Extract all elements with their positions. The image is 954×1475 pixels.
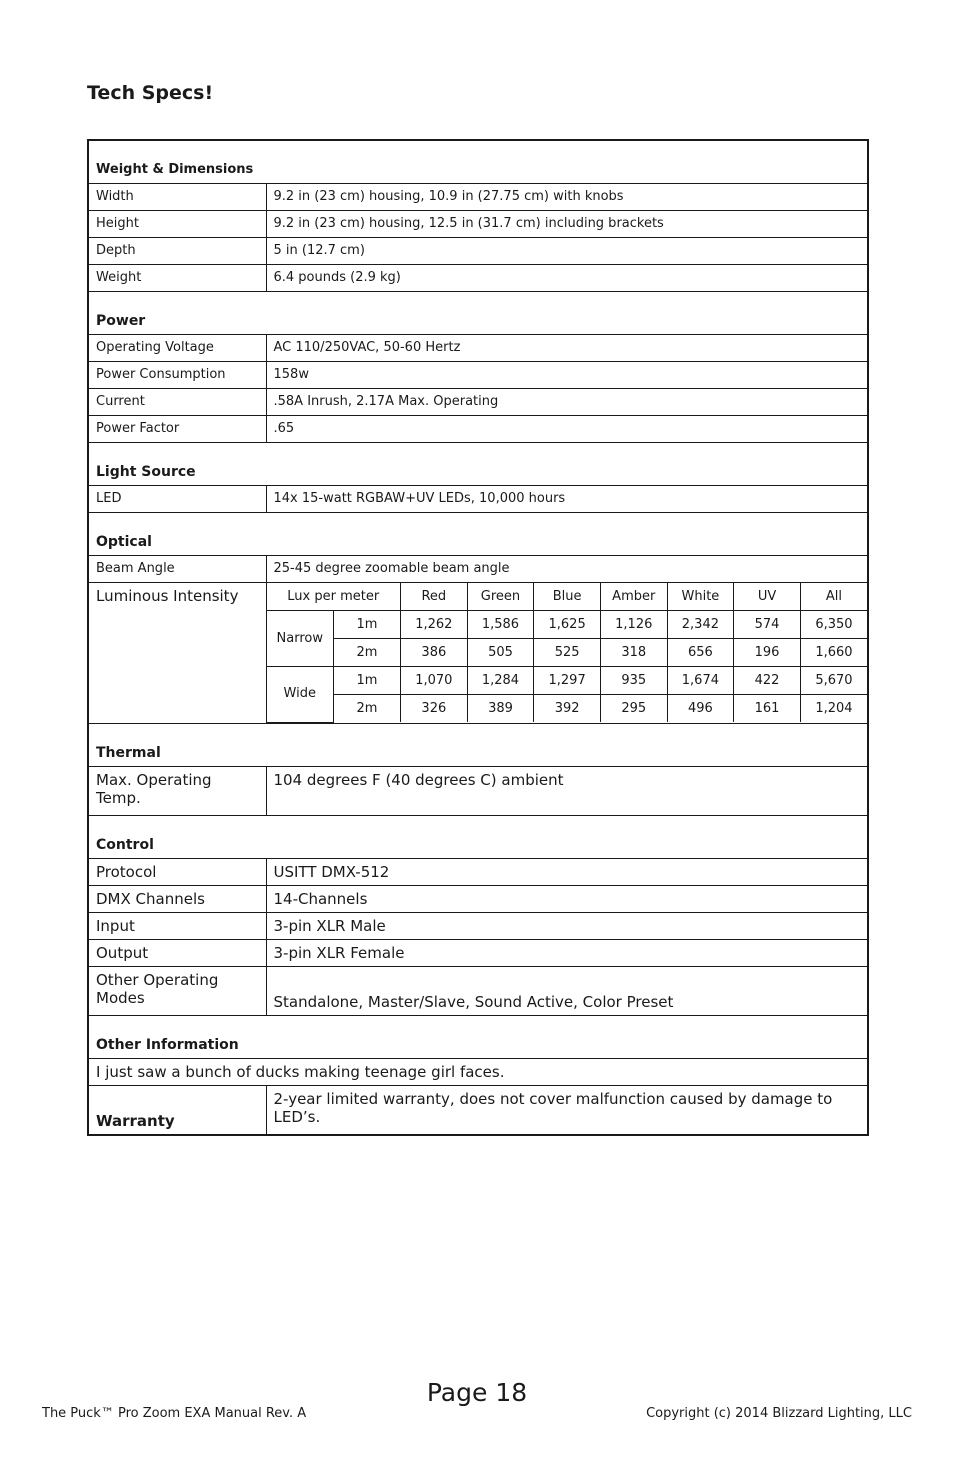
lux-header-cell: Green (467, 583, 534, 611)
lux-value: 295 (600, 695, 667, 723)
lux-header-cell: Amber (600, 583, 667, 611)
lux-distance: 1m (334, 667, 401, 695)
lux-header-row (267, 583, 868, 611)
section-title: Power (88, 292, 868, 335)
spec-label: LED (88, 486, 266, 513)
lux-row (267, 695, 868, 723)
section-thermal (88, 723, 868, 766)
lux-distance: 2m (334, 695, 401, 723)
spec-value: .58A Inrush, 2.17A Max. Operating (266, 389, 868, 416)
spec-label: Warranty (88, 1085, 266, 1135)
spec-value: 14-Channels (266, 885, 868, 912)
section-optical (88, 513, 868, 556)
spec-value: 25-45 degree zoomable beam angle (266, 556, 868, 583)
section-control (88, 815, 868, 858)
spec-value: Standalone, Master/Slave, Sound Active, Color Preset (266, 966, 868, 1015)
spec-value: AC 110/250VAC, 50-60 Hertz (266, 335, 868, 362)
spec-row-max-operating-temp (88, 766, 868, 815)
lux-header-cell: UV (734, 583, 801, 611)
section-other-information (88, 1015, 868, 1058)
lux-value: 2,342 (667, 611, 734, 639)
spec-row-protocol (88, 858, 868, 885)
lux-value: 389 (467, 695, 534, 723)
luminous-intensity-cell (266, 583, 868, 724)
page-title: Tech Specs! (87, 82, 214, 104)
spec-row-input (88, 912, 868, 939)
spec-label: Output (88, 939, 266, 966)
spec-row-warranty (88, 1085, 868, 1135)
lux-value: 422 (734, 667, 801, 695)
spec-row-output (88, 939, 868, 966)
spec-row-dmx-channels (88, 885, 868, 912)
section-title: Thermal (88, 723, 868, 766)
lux-value: 1,204 (800, 695, 867, 723)
spec-label: Luminous Intensity (88, 583, 266, 724)
spec-value: 3-pin XLR Female (266, 939, 868, 966)
spec-value: 158w (266, 362, 868, 389)
lux-value: 525 (534, 639, 601, 667)
section-title: Control (88, 815, 868, 858)
lux-value: 392 (534, 695, 601, 723)
lux-value: 935 (600, 667, 667, 695)
tech-specs-table (87, 139, 869, 1136)
spec-row-current (88, 389, 868, 416)
lux-value: 1,625 (534, 611, 601, 639)
lux-value: 326 (401, 695, 468, 723)
section-light-source (88, 443, 868, 486)
lux-value: 1,262 (401, 611, 468, 639)
spec-label: Beam Angle (88, 556, 266, 583)
spec-value: USITT DMX-512 (266, 858, 868, 885)
spec-label: DMX Channels (88, 885, 266, 912)
page-number: Page 18 (426, 1378, 528, 1407)
section-title: Other Information (88, 1015, 868, 1058)
lux-value: 1,660 (800, 639, 867, 667)
lux-header-cell: Blue (534, 583, 601, 611)
luminous-intensity-table (267, 583, 868, 723)
spec-row-power-consumption (88, 362, 868, 389)
spec-row-luminous-intensity (88, 583, 868, 724)
spec-label: Current (88, 389, 266, 416)
lux-value: 574 (734, 611, 801, 639)
spec-row-height (88, 211, 868, 238)
spec-row-other-operating-modes (88, 966, 868, 1015)
spec-value: .65 (266, 416, 868, 443)
lux-value: 6,350 (800, 611, 867, 639)
lux-group-label: Narrow (267, 611, 334, 667)
lux-value: 1,297 (534, 667, 601, 695)
spec-label: Width (88, 184, 266, 211)
lux-header-cell: Red (401, 583, 468, 611)
spec-row-beam-angle (88, 556, 868, 583)
lux-value: 505 (467, 639, 534, 667)
spec-label: Height (88, 211, 266, 238)
spec-value: 5 in (12.7 cm) (266, 238, 868, 265)
lux-value: 1,070 (401, 667, 468, 695)
spec-value: 9.2 in (23 cm) housing, 12.5 in (31.7 cm) including brackets (266, 211, 868, 238)
spec-label: Power Consumption (88, 362, 266, 389)
lux-value: 656 (667, 639, 734, 667)
lux-distance: 2m (334, 639, 401, 667)
lux-value: 1,674 (667, 667, 734, 695)
section-weight-dimensions (88, 140, 868, 184)
spec-label: Operating Voltage (88, 335, 266, 362)
spec-label: Other Operating Modes (88, 966, 266, 1015)
spec-row-note (88, 1058, 868, 1085)
section-title: Weight & Dimensions (88, 140, 868, 184)
lux-value: 1,126 (600, 611, 667, 639)
section-title: Light Source (88, 443, 868, 486)
spec-value: 104 degrees F (40 degrees C) ambient (266, 766, 868, 815)
spec-label: Protocol (88, 858, 266, 885)
lux-row (267, 611, 868, 639)
lux-row (267, 639, 868, 667)
lux-value: 161 (734, 695, 801, 723)
spec-row-width (88, 184, 868, 211)
spec-value: 14x 15-watt RGBAW+UV LEDs, 10,000 hours (266, 486, 868, 513)
spec-row-weight (88, 265, 868, 292)
lux-value: 1,284 (467, 667, 534, 695)
lux-value: 1,586 (467, 611, 534, 639)
spec-label: Max. Operating Temp. (88, 766, 266, 815)
lux-value: 196 (734, 639, 801, 667)
spec-note: I just saw a bunch of ducks making teenage girl faces. (88, 1058, 868, 1085)
lux-value: 496 (667, 695, 734, 723)
spec-value: 6.4 pounds (2.9 kg) (266, 265, 868, 292)
section-power (88, 292, 868, 335)
lux-row (267, 667, 868, 695)
spec-label: Power Factor (88, 416, 266, 443)
section-title: Optical (88, 513, 868, 556)
spec-label: Input (88, 912, 266, 939)
lux-header-cell: White (667, 583, 734, 611)
footer-copyright: Copyright (c) 2014 Blizzard Lighting, LLC (646, 1406, 912, 1421)
lux-group-label: Wide (267, 667, 334, 723)
spec-value: 9.2 in (23 cm) housing, 10.9 in (27.75 cm) with knobs (266, 184, 868, 211)
spec-label: Depth (88, 238, 266, 265)
spec-row-operating-voltage (88, 335, 868, 362)
lux-value: 5,670 (800, 667, 867, 695)
spec-value: 3-pin XLR Male (266, 912, 868, 939)
spec-label: Weight (88, 265, 266, 292)
spec-row-power-factor (88, 416, 868, 443)
lux-header-cell: Lux per meter (267, 583, 401, 611)
spec-row-depth (88, 238, 868, 265)
lux-value: 386 (401, 639, 468, 667)
lux-distance: 1m (334, 611, 401, 639)
spec-value: 2-year limited warranty, does not cover malfunction caused by damage to LED’s. (266, 1085, 868, 1135)
spec-row-led (88, 486, 868, 513)
lux-header-cell: All (800, 583, 867, 611)
footer-manual-title: The Puck™ Pro Zoom EXA Manual Rev. A (42, 1406, 307, 1421)
lux-value: 318 (600, 639, 667, 667)
